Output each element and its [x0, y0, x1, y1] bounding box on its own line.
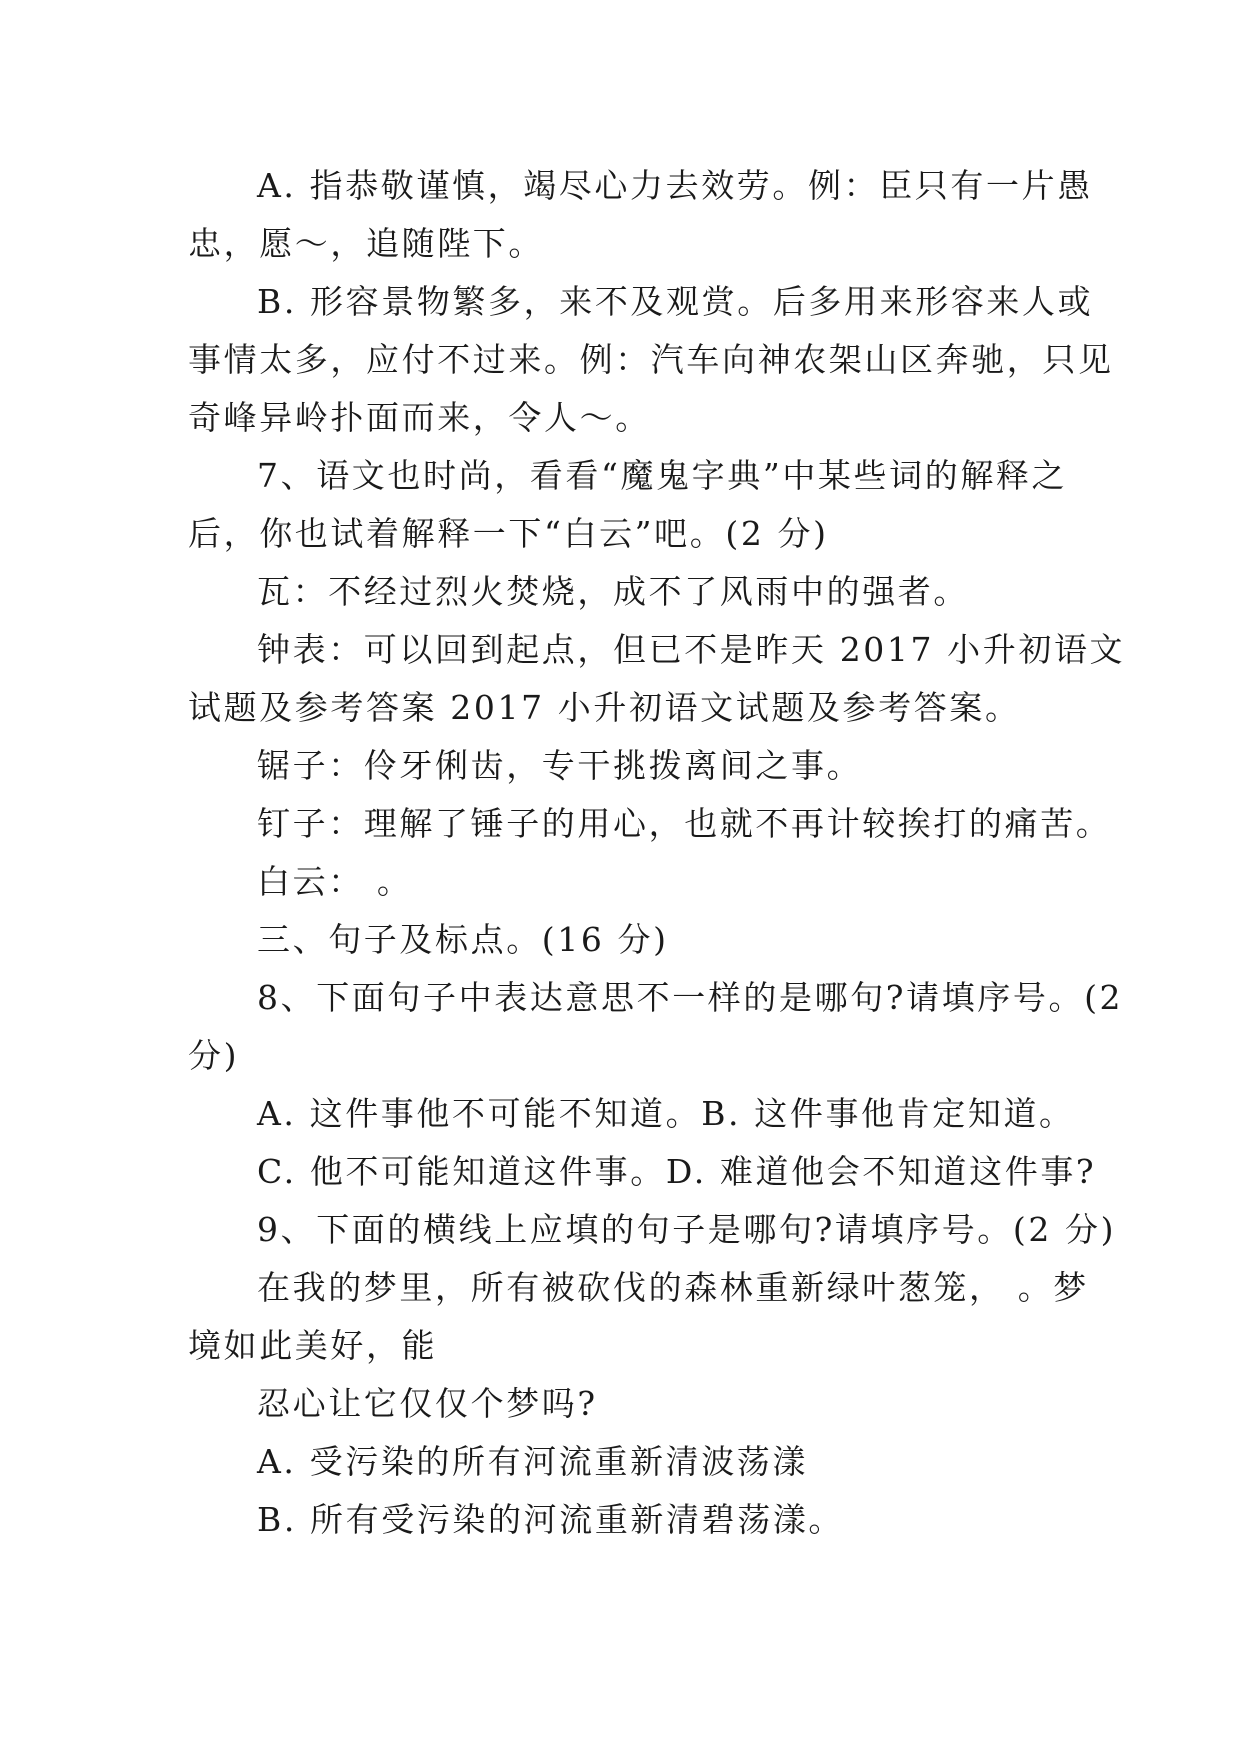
- example-clock: 钟表：可以回到起点，但已不是昨天 2017 小升初语文: [257, 630, 1126, 669]
- question-7: 7、语文也时尚，看看“魔鬼字典”中某些词的解释之: [257, 456, 1068, 495]
- question-9: 9、下面的横线上应填的句子是哪句?请填序号。(2 分): [257, 1210, 1117, 1249]
- question-9-passage-end: 忍心让它仅仅个梦吗?: [257, 1384, 598, 1423]
- option-b-definition-cont: 事情太多，应付不过来。例：汽车向神农架山区奔驰，只见: [188, 340, 1114, 379]
- question-9-option-b: B. 所有受污染的河流重新清碧荡漾。: [257, 1500, 845, 1539]
- example-nail: 钉子：理解了锤子的用心，也就不再计较挨打的痛苦。: [257, 804, 1112, 843]
- question-8-options-cd: C. 他不可能知道这件事。D. 难道他会不知道这件事?: [257, 1152, 1097, 1191]
- question-7-cont: 后，你也试着解释一下“白云”吧。(2 分): [188, 514, 829, 553]
- question-9-option-a: A. 受污染的所有河流重新清波荡漾: [257, 1442, 809, 1481]
- example-clock-cont: 试题及参考答案 2017 小升初语文试题及参考答案。: [188, 688, 1021, 727]
- question-9-passage: 在我的梦里，所有被砍伐的森林重新绿叶葱笼， 。梦: [257, 1268, 1089, 1307]
- option-b-definition: B. 形容景物繁多，来不及观赏。后多用来形容来人或: [257, 282, 1094, 321]
- question-9-passage-cont: 境如此美好，能: [188, 1326, 438, 1365]
- answer-white-cloud: 白云： 。: [257, 862, 413, 901]
- option-b-definition-end: 奇峰异岭扑面而来，令人～。: [188, 398, 651, 437]
- example-saw: 锯子：伶牙俐齿，专干挑拨离间之事。: [257, 746, 863, 785]
- question-8: 8、下面句子中表达意思不一样的是哪句?请填序号。(2: [257, 978, 1124, 1017]
- question-8-cont: 分): [188, 1036, 240, 1075]
- option-a-definition-cont: 忠，愿～，追随陛下。: [188, 224, 544, 263]
- option-a-definition: A. 指恭敬谨慎，竭尽心力去效劳。例：臣只有一片愚: [257, 166, 1093, 205]
- example-tile: 瓦：不经过烈火焚烧，成不了风雨中的强者。: [257, 572, 969, 611]
- section-three-heading: 三、句子及标点。(16 分): [257, 920, 669, 959]
- question-8-options-ab: A. 这件事他不可能不知道。B. 这件事他肯定知道。: [257, 1094, 1075, 1133]
